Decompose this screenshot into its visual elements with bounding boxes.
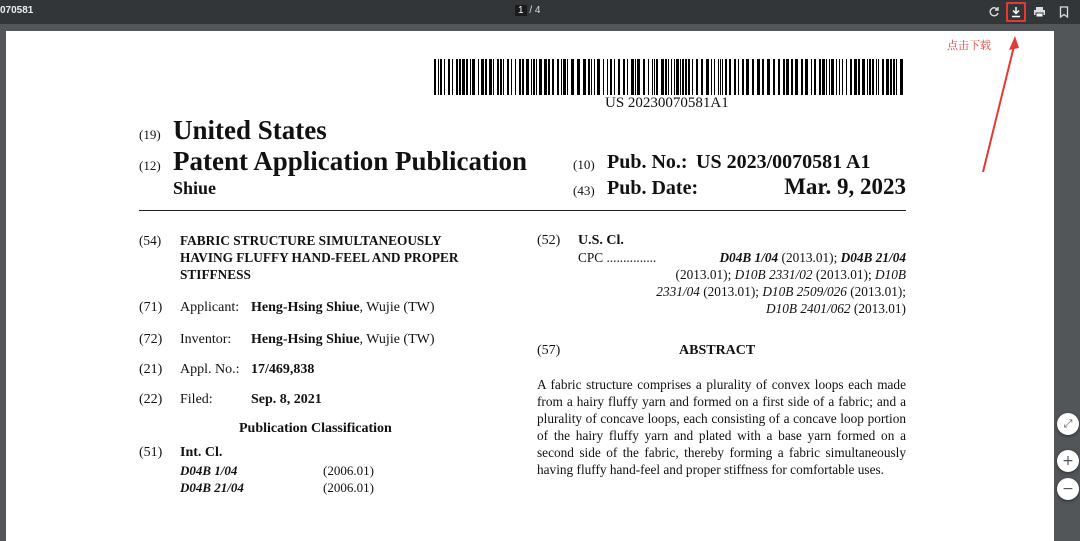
barcode-bar (533, 59, 535, 95)
cpc-segment: D10B 2401/062 (766, 301, 851, 316)
fit-page-button[interactable] (1057, 413, 1079, 435)
abstract-heading: ABSTRACT (679, 343, 756, 358)
barcode-bar (668, 59, 669, 95)
barcode-bar (872, 59, 874, 95)
barcode-bar (661, 59, 664, 95)
barcode-bar (767, 59, 770, 95)
barcode-bar (597, 59, 600, 95)
barcode-bar (531, 59, 532, 95)
barcode-bar (814, 59, 816, 95)
barcode-bar (603, 59, 604, 95)
cpc-segment: (2013.01); (846, 284, 906, 299)
barcode-bar (801, 59, 803, 95)
barcode-bar (448, 59, 450, 95)
barcode-bar (706, 59, 709, 95)
barcode-bar (485, 59, 487, 95)
cpc-segment: D10B (874, 267, 906, 282)
barcode-bar (563, 59, 566, 95)
publication-classification-heading: Publication Classification (239, 421, 392, 436)
page-number-input[interactable]: 1 (515, 5, 527, 16)
applicant-label: Applicant: (180, 300, 240, 315)
barcode-bar (456, 59, 458, 95)
annotation-arrow-icon (975, 30, 1025, 180)
pub-no-code: (10) (573, 157, 595, 172)
barcode-bar (896, 59, 897, 95)
barcode-bar (722, 59, 723, 95)
barcode-bar (637, 59, 640, 95)
barcode-bar (438, 59, 439, 95)
barcode-bar (522, 59, 524, 95)
applicant-code: (71) (139, 300, 163, 315)
barcode-bar (692, 59, 693, 95)
barcode-bar (696, 59, 698, 95)
barcode-bar (786, 59, 789, 95)
barcode-bar (842, 59, 843, 95)
barcode-bar (643, 59, 645, 95)
barcode-bar (778, 59, 780, 95)
barcode-bar (738, 59, 739, 95)
barcode-bar (671, 59, 672, 95)
barcode-bar (618, 59, 620, 95)
barcode-bar (752, 59, 754, 95)
intcl-label: Int. Cl. (180, 445, 223, 460)
barcode-bar (893, 59, 895, 95)
inventor-value (251, 332, 435, 348)
barcode-bar (470, 59, 471, 95)
title-line-2: HAVING FLUFFY HAND-FEEL AND PROPER (180, 250, 459, 265)
barcode-bar (839, 59, 840, 95)
barcode-bar (734, 59, 736, 95)
pdf-toolbar (0, 0, 1080, 24)
pub-no: US 2023/0070581 A1 (696, 151, 871, 173)
cpc-line-2 (676, 267, 906, 283)
print-button[interactable] (1030, 3, 1048, 21)
barcode-bar (594, 59, 595, 95)
plus-icon: + (1062, 453, 1074, 469)
inventor-location: , Wujie (TW) (359, 332, 435, 347)
barcode-bar (519, 59, 521, 95)
abstract-code: (57) (537, 343, 561, 358)
uscl-code: (52) (537, 233, 561, 248)
cpc-segment: D04B 1/04 (719, 250, 779, 265)
barcode-bar (548, 59, 550, 95)
title-line-1: FABRIC STRUCTURE SIMULTANEOUSLY (180, 233, 442, 248)
cpc-line-4 (766, 301, 906, 317)
barcode-bar (452, 59, 453, 95)
page-indicator (515, 5, 540, 16)
barcode-bar (466, 59, 468, 95)
barcode-bar (631, 59, 634, 95)
barcode-bar (571, 59, 574, 95)
header-divider (139, 210, 906, 211)
barcode-bar (676, 59, 679, 95)
barcode-bar (714, 59, 715, 95)
barcode-bar (665, 59, 667, 95)
barcode-bar (795, 59, 798, 95)
barcode-bar (867, 59, 868, 95)
barcode-bar (493, 59, 494, 95)
download-icon (1010, 6, 1022, 18)
barcode-bar (654, 59, 655, 95)
barcode-bar (829, 59, 830, 95)
barcode-bar (674, 59, 675, 95)
barcode-bar (682, 59, 684, 95)
applicant-location: , Wujie (TW) (359, 300, 435, 315)
barcode-bar (591, 59, 592, 95)
barcode-bar (862, 59, 865, 95)
barcode-bar (434, 59, 436, 95)
watermark-logo-icon (10, 499, 44, 521)
barcode-bar (526, 59, 529, 95)
pub-date-code: (43) (573, 183, 595, 198)
pub-date-label: Pub. Date: (607, 177, 699, 199)
barcode-bar (462, 59, 465, 95)
barcode-bar (783, 59, 785, 95)
barcode-bar (539, 59, 542, 95)
barcode-bar (680, 59, 681, 95)
pub-no-label: Pub. No.: (607, 151, 688, 173)
barcode-bar (489, 59, 492, 95)
cpc-segment: D04B 21/04 (840, 250, 906, 265)
download-hint-label: 点击下载 (947, 39, 991, 52)
appl-number: 17/469,838 (251, 362, 315, 377)
document-title: 070581 (0, 5, 34, 16)
intcl-code-1: D04B 1/04 (180, 463, 238, 478)
barcode-bar (836, 59, 837, 95)
title-code: (54) (139, 233, 162, 248)
barcode-bar (627, 59, 628, 95)
filed-label: Filed: (180, 392, 213, 407)
page-total: 4 (534, 5, 541, 16)
print-icon (1033, 6, 1046, 18)
barcode-bar (472, 59, 475, 95)
applicant-name: Heng-Hsing Shiue (251, 300, 360, 315)
barcode-bar (500, 59, 502, 95)
barcode-bar (819, 59, 821, 95)
barcode-bar (567, 59, 568, 95)
barcode-bar (583, 59, 586, 95)
barcode-bar (876, 59, 877, 95)
barcode-bar (791, 59, 793, 95)
appl-label: Appl. No.: (180, 362, 240, 377)
barcode-bar (831, 59, 834, 95)
barcode-bar (652, 59, 653, 95)
barcode-bar (557, 59, 559, 95)
barcode-number: US 20230070581A1 (605, 95, 729, 111)
barcode-bar (607, 59, 608, 95)
intcl-code: (51) (139, 445, 163, 460)
barcode-bar (811, 59, 812, 95)
watermark-text: 大数跨境 (50, 500, 127, 522)
barcode-bar (503, 59, 504, 95)
barcode-bar (886, 59, 889, 95)
cpc-segment: (2013.01); (675, 267, 735, 282)
cpc-label-text: CPC (578, 250, 604, 265)
filed-code: (22) (139, 392, 163, 407)
pub-type: Patent Application Publication (173, 146, 528, 176)
barcode-bar (826, 59, 827, 95)
barcode-bar (610, 59, 612, 95)
cpc-segment: (2013.01); (778, 250, 841, 265)
zoom-out-button[interactable] (1057, 478, 1079, 500)
barcode-bar (900, 59, 903, 95)
barcode-bar (623, 59, 625, 95)
cpc-line-1 (719, 250, 906, 266)
barcode-bar (822, 59, 825, 95)
barcode-bar (614, 59, 615, 95)
barcode-bar (846, 59, 847, 95)
barcode-bar (685, 59, 687, 95)
intcl-year-1: (2006.01) (323, 463, 374, 478)
barcode-bar (850, 59, 852, 95)
barcode-bar (648, 59, 649, 95)
barcode-bar (544, 59, 547, 95)
country-name: United States (173, 115, 327, 145)
barcode-bar (588, 59, 590, 95)
barcode-bar (536, 59, 537, 95)
title-line-3: STIFFNESS (180, 267, 251, 282)
pub-type-code: (12) (139, 158, 161, 173)
inventor-name: Heng-Hsing Shiue (251, 332, 360, 347)
barcode-bar (858, 59, 860, 95)
intcl-code-2: D04B 21/04 (180, 480, 244, 495)
barcode-bar (478, 59, 479, 95)
page-separator: / (529, 5, 533, 16)
barcode-bar (711, 59, 712, 95)
barcode-bar (511, 59, 512, 95)
barcode-bar (561, 59, 562, 95)
barcode-bar (444, 59, 445, 95)
cpc-label (578, 250, 656, 266)
download-button[interactable] (1006, 2, 1026, 22)
barcode-image (434, 59, 906, 95)
abstract-text: A fabric structure comprises a plurality of convex loops each made from a hairy fluffy yarn and formed on a first side of a fabric; and a plurality of concave loops, each consisting of a concave loop portion of the hairy fluffy yarn and plated with a base yarn formed on a second side of the fabric, thereby forming a fabric simultaneously having fluffy hand-feel and proper stiffness for comfortable uses. (537, 377, 906, 477)
bookmark-button[interactable] (1055, 3, 1073, 21)
barcode-bar (805, 59, 808, 95)
cpc-segment: (2013.01); (699, 284, 763, 299)
barcode-bar (577, 59, 580, 95)
barcode-bar (507, 59, 509, 95)
fit-page-icon: ⤢ (1063, 417, 1073, 430)
applicant-value (251, 300, 435, 316)
barcode-bar (701, 59, 703, 95)
barcode-bar (515, 59, 516, 95)
rotate-icon (988, 6, 1000, 18)
barcode-bar (762, 59, 764, 95)
inventor-label: Inventor: (180, 332, 232, 347)
inventor-surname: Shiue (173, 178, 217, 198)
barcode-bar (773, 59, 775, 95)
barcode-bar (718, 59, 719, 95)
barcode-bar (440, 59, 442, 95)
intcl-year-2: (2006.01) (323, 480, 374, 495)
appl-code: (21) (139, 362, 163, 377)
barcode-bar (459, 59, 461, 95)
filed-date: Sep. 8, 2021 (251, 392, 322, 407)
bookmark-icon (1059, 6, 1069, 18)
country-code: (19) (139, 127, 161, 142)
minus-icon: − (1062, 481, 1074, 497)
rotate-button[interactable] (985, 3, 1003, 21)
zoom-in-button[interactable] (1057, 450, 1079, 472)
cpc-line-3 (656, 284, 906, 300)
barcode-bar (729, 59, 731, 95)
pub-date: Mar. 9, 2023 (784, 174, 906, 199)
barcode-bar (869, 59, 871, 95)
barcode-bar (720, 59, 721, 95)
barcode-bar (656, 59, 658, 95)
cpc-dots: ............... (606, 250, 657, 265)
barcode-bar (552, 59, 554, 95)
cpc-segment: D10B 2331/02 (734, 267, 813, 282)
cpc-segment: (2013.01); (812, 267, 875, 282)
barcode-bar (497, 59, 499, 95)
inventor-code: (72) (139, 332, 163, 347)
watermark (10, 496, 126, 523)
barcode-bar (742, 59, 744, 95)
barcode-bar (688, 59, 690, 95)
barcode-bar (481, 59, 484, 95)
barcode-bar (746, 59, 749, 95)
barcode-bar (882, 59, 884, 95)
cpc-segment: 2331/04 (656, 284, 700, 299)
barcode-bar (890, 59, 892, 95)
cpc-segment: (2013.01) (850, 301, 906, 316)
barcode-bar (854, 59, 857, 95)
barcode-bar (757, 59, 760, 95)
barcode-bar (878, 59, 879, 95)
cpc-segment: D10B 2509/026 (762, 284, 847, 299)
pdf-page (6, 31, 1054, 541)
uscl-label: U.S. Cl. (578, 233, 624, 248)
barcode-bar (635, 59, 636, 95)
barcode-bar (725, 59, 727, 95)
